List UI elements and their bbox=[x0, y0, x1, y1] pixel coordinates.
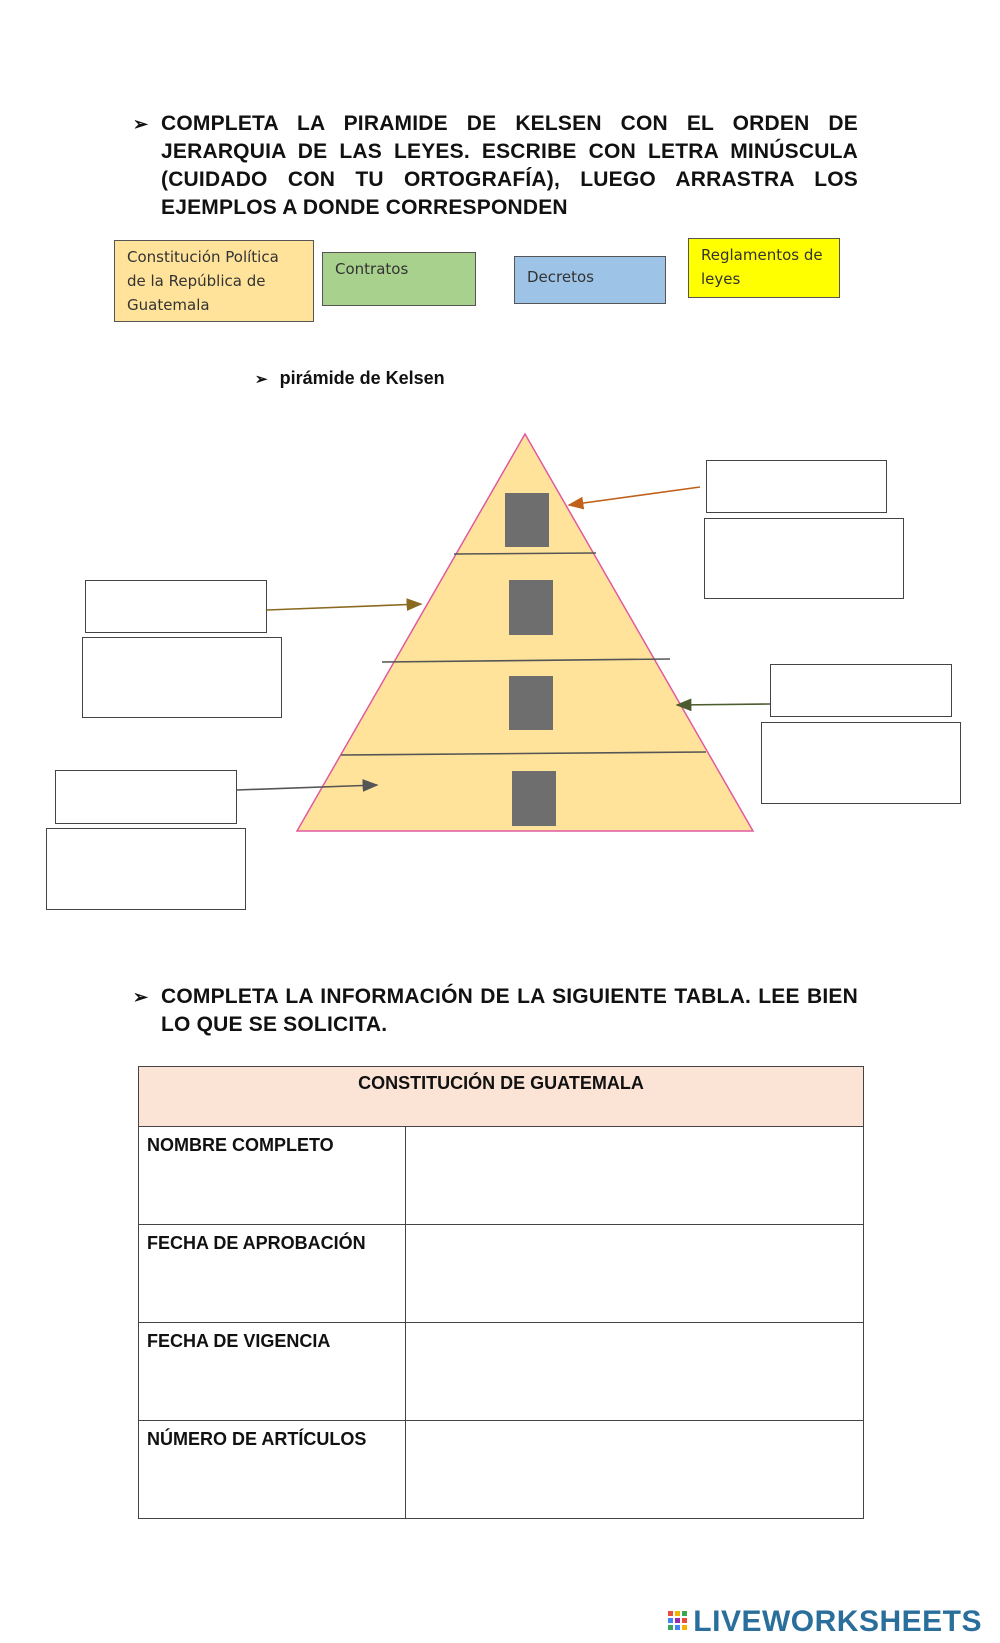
row-label: FECHA DE VIGENCIA bbox=[139, 1323, 406, 1421]
drop-slot-level-2[interactable] bbox=[509, 580, 553, 635]
pyramid-subtitle-text: pirámide de Kelsen bbox=[279, 368, 445, 388]
drop-slot-level-1[interactable] bbox=[505, 493, 549, 547]
answer-cell-articulos[interactable] bbox=[406, 1421, 864, 1519]
word-card-constitucion[interactable]: Constitución Política de la República de Guatemala bbox=[114, 240, 314, 322]
answer-cell-nombre[interactable] bbox=[406, 1127, 864, 1225]
answer-input-level-3[interactable] bbox=[770, 664, 952, 717]
word-card-contratos[interactable]: Contratos bbox=[322, 252, 476, 306]
arrow-bullet-icon: ➢ bbox=[133, 114, 149, 134]
example-drop-level-2[interactable] bbox=[82, 637, 282, 718]
row-label: NÚMERO DE ARTÍCULOS bbox=[139, 1421, 406, 1519]
arrow-level-1 bbox=[569, 487, 700, 505]
example-drop-level-4[interactable] bbox=[46, 828, 246, 910]
drop-slot-level-3[interactable] bbox=[509, 676, 553, 730]
answer-cell-vigencia[interactable] bbox=[406, 1323, 864, 1421]
liveworksheets-logo-text: LIVEWORKSHEETS bbox=[693, 1605, 982, 1638]
example-drop-level-1[interactable] bbox=[704, 518, 904, 599]
liveworksheets-logo-icon bbox=[667, 1609, 689, 1633]
table-row bbox=[139, 1225, 864, 1323]
instruction-table bbox=[133, 983, 858, 1039]
arrow-level-3 bbox=[677, 704, 770, 705]
answer-input-level-1[interactable] bbox=[706, 460, 887, 513]
row-label: NOMBRE COMPLETO bbox=[139, 1127, 406, 1225]
level-divider bbox=[454, 553, 596, 554]
table-header: CONSTITUCIÓN DE GUATEMALA bbox=[139, 1067, 864, 1127]
drop-slot-level-4[interactable] bbox=[512, 771, 556, 826]
table-row bbox=[139, 1127, 864, 1225]
word-card-reglamentos[interactable]: Reglamentos de leyes bbox=[688, 238, 840, 298]
arrow-bullet-icon: ➢ bbox=[255, 371, 268, 388]
table-row bbox=[139, 1421, 864, 1519]
arrow-level-2 bbox=[267, 604, 421, 610]
answer-input-level-2[interactable] bbox=[85, 580, 267, 633]
instruction-pyramid-text: COMPLETA LA PIRAMIDE DE KELSEN CON EL ORDEN DE JERARQUIA DE LAS LEYES. ESCRIBE CON LETRA MINÚSCULA (CUIDADO CON TU ORTOGRAFÍA), LUEGO ARRASTRA LOS EJEMPLOS A DONDE CORRESPONDEN bbox=[161, 112, 858, 219]
constitution-table bbox=[138, 1066, 864, 1519]
row-label: FECHA DE APROBACIÓN bbox=[139, 1225, 406, 1323]
word-card-decretos[interactable]: Decretos bbox=[514, 256, 666, 304]
liveworksheets-logo bbox=[667, 1605, 982, 1639]
answer-input-level-4[interactable] bbox=[55, 770, 237, 824]
example-drop-level-3[interactable] bbox=[761, 722, 961, 804]
instruction-table-text: COMPLETA LA INFORMACIÓN DE LA SIGUIENTE TABLA. LEE BIEN LO QUE SE SOLICITA. bbox=[161, 985, 858, 1036]
arrow-bullet-icon: ➢ bbox=[133, 987, 149, 1007]
table-row bbox=[139, 1323, 864, 1421]
answer-cell-aprobacion[interactable] bbox=[406, 1225, 864, 1323]
